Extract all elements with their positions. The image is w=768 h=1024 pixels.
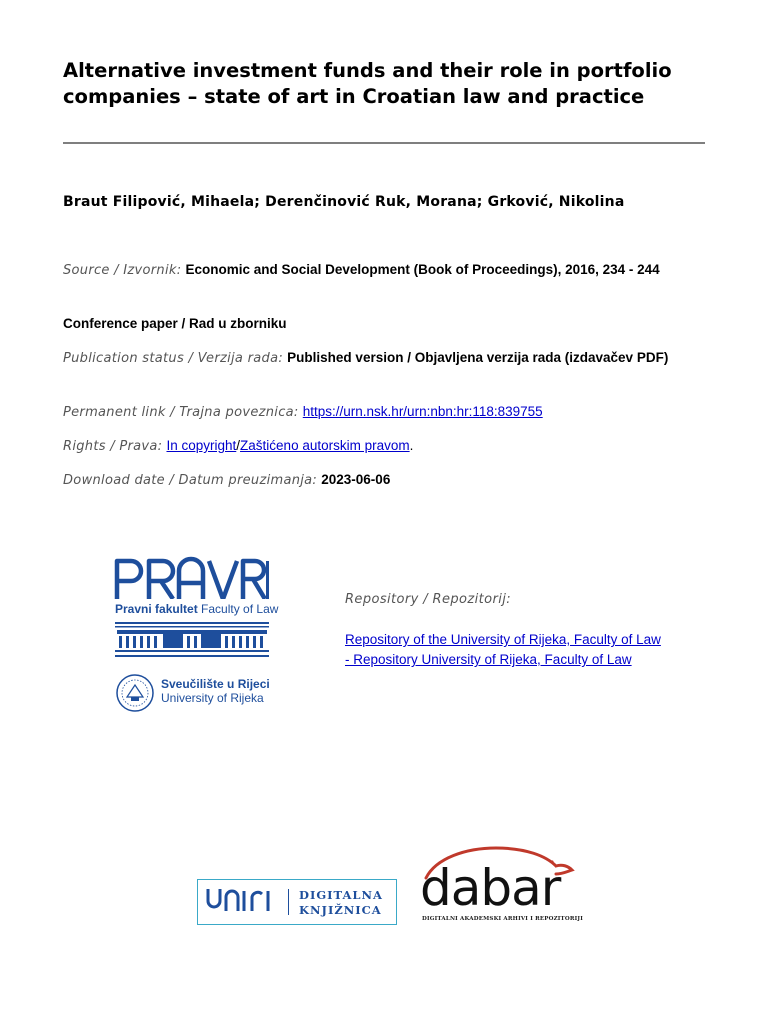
faculty-of-law-text: Faculty of Law bbox=[201, 602, 279, 616]
uniri-wordmark bbox=[206, 883, 286, 922]
repository-link[interactable] bbox=[345, 630, 685, 670]
dabar-wordmark: dabar bbox=[420, 859, 561, 917]
source-label: Source / Izvornik: bbox=[63, 263, 182, 278]
university-name bbox=[161, 677, 270, 705]
repository-label: Repository / Repozitorij: bbox=[345, 592, 512, 607]
pravni-fakultet-text: Pravni fakultet bbox=[115, 602, 198, 616]
pravri-wordmark-icon bbox=[113, 555, 269, 599]
pravri-logo-word bbox=[113, 555, 269, 608]
status-row bbox=[63, 348, 703, 369]
status-label: Publication status / Verzija rada: bbox=[63, 351, 284, 366]
document-title: Alternative investment funds and their role in portfolio companies – state of art in Croatian law and practice bbox=[63, 59, 672, 108]
pravri-subtitle bbox=[115, 602, 278, 616]
authors: Braut Filipović, Mihaela; Derenčinović Ruk, Morana; Grković, Nikolina bbox=[63, 194, 625, 210]
permalink-row bbox=[63, 402, 703, 423]
rights-label: Rights / Prava: bbox=[63, 439, 163, 454]
permalink-label: Permanent link / Trajna poveznica: bbox=[63, 405, 299, 420]
rights-row bbox=[63, 436, 703, 457]
download-row bbox=[63, 470, 703, 491]
uniri-wordmark-icon bbox=[206, 883, 286, 913]
source-row bbox=[63, 260, 703, 281]
title-divider bbox=[63, 142, 705, 144]
rights-separator: / bbox=[236, 438, 241, 453]
source-value: Economic and Social Development (Book of Proceedings), 2016, 234 - 244 bbox=[185, 262, 660, 277]
repository-link-line2[interactable]: - Repository University of Rijeka, Faculty of Law bbox=[345, 652, 632, 667]
pravri-logo bbox=[113, 555, 283, 715]
university-seal-icon bbox=[115, 673, 155, 713]
download-date: 2023-06-06 bbox=[321, 472, 391, 487]
uniri-logo bbox=[197, 879, 397, 925]
uniri-separator bbox=[288, 889, 289, 915]
knjiznica-text: KNJIŽNICA bbox=[299, 903, 382, 917]
digitalna-knjiznica bbox=[299, 888, 383, 918]
type-row bbox=[63, 314, 703, 335]
dabar-subtitle: DIGITALNI AKADEMSKI ARHIVI I REPOZITORIJI bbox=[422, 916, 583, 922]
publication-type: Conference paper / Rad u zborniku bbox=[63, 316, 287, 331]
in-copyright-link[interactable]: In copyright bbox=[166, 438, 237, 453]
dabar-logo bbox=[416, 844, 581, 930]
zasticeno-link[interactable]: Zaštićeno autorskim pravom bbox=[240, 438, 410, 453]
building-icon bbox=[115, 622, 269, 658]
university-of-rijeka-text: University of Rijeka bbox=[161, 691, 264, 705]
download-label: Download date / Datum preuzimanja: bbox=[63, 473, 318, 488]
repository-link-line1[interactable]: Repository of the University of Rijeka, Faculty of Law bbox=[345, 632, 661, 647]
status-value: Published version / Objavljena verzija rada (izdavačev PDF) bbox=[287, 350, 669, 365]
rights-period: . bbox=[409, 438, 414, 453]
digitalna-text: DIGITALNA bbox=[299, 888, 383, 902]
sveuciliste-text: Sveučilište u Rijeci bbox=[161, 677, 270, 691]
permalink-link[interactable]: https://urn.nsk.hr/urn:nbn:hr:118:839755 bbox=[302, 404, 543, 419]
